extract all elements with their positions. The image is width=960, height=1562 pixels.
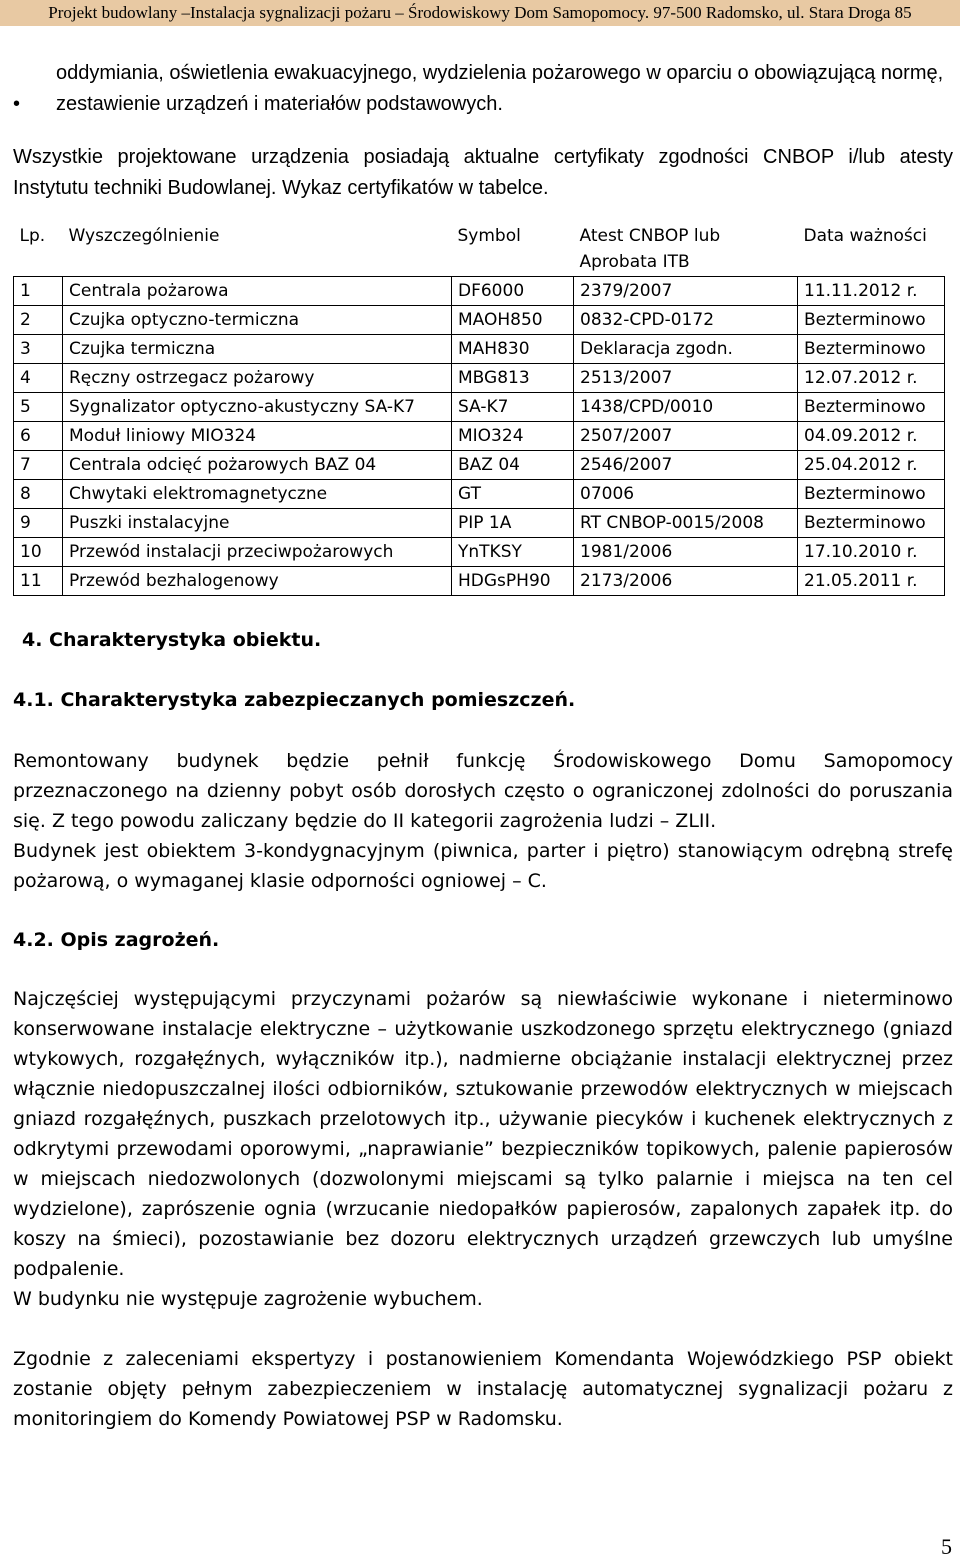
section-4-1-heading: 4.1. Charakterystyka zabezpieczanych pomieszczeń. xyxy=(13,689,576,711)
cell-lp: 10 xyxy=(14,538,63,567)
cell-description: Przewód instalacji przeciwpożarowych xyxy=(63,538,452,567)
cell-description: Centrala pożarowa xyxy=(63,277,452,306)
cell-validity: 04.09.2012 r. xyxy=(798,422,945,451)
cell-lp: 8 xyxy=(14,480,63,509)
section-4-2-paragraph-1: Najczęściej występującymi przyczynami pożarów są niewłaściwie wykonane i nieterminowo konserwowane instalacje elektryczne – użytkowanie uszkodzonego sprzętu elektrycznego (gniazd wtykowych, rozgałęźnych, wyłączników itp.), nadmierne obciążanie instalacji elektrycznej przez włącznie niedopuszczalnej ilości odbiorników, sztukowanie przewodów elektrycznych w miejscach gniazd rozgałęźnych, puszkach przelotowych itp., używanie piecyków i kuchenek elektrycznych z odkrytymi przewodami oporowymi, „naprawianie” bezpieczników topikowych, palenie papierosów w miejscach niedozwolonych (dozwolonymi miejscami są tylko palarnie i miejsca na ten cel wydzielone), zaprószenie ognia (wrzucanie niedopałków papierosów, zapalonych zapałek itp. do koszy na śmieci), pozostawianie bez dozoru elektrycznych urządzeń grzewczych lub umyślne podpalenie. xyxy=(13,988,953,1280)
cell-validity: 21.05.2011 r. xyxy=(798,567,945,596)
section-4-1-paragraph-1: Remontowany budynek będzie pełnił funkcję Środowiskowego Domu Samopomocy przeznaczonego na dzienny pobyt osób dorosłych często o ograniczonej zdolności do poruszania się. Z tego powodu zaliczany będzie do II kategorii zagrożenia ludzi – ZLII. xyxy=(13,750,953,832)
cell-validity: Bezterminowo xyxy=(798,509,945,538)
table-row xyxy=(14,509,945,538)
col-header-symbol: Symbol xyxy=(452,222,574,277)
cell-lp: 6 xyxy=(14,422,63,451)
list-item-text: oddymiania, oświetlenia ewakuacyjnego, wydzielenia pożarowego w oparciu o obowiązującą normę, xyxy=(56,62,944,84)
cell-validity: Bezterminowo xyxy=(798,335,945,364)
page-content xyxy=(13,58,953,1434)
cell-certificate: 1438/CPD/0010 xyxy=(574,393,798,422)
col-header-description: Wyszczególnienie xyxy=(63,222,452,277)
cell-lp: 3 xyxy=(14,335,63,364)
cell-description: Przewód bezhalogenowy xyxy=(63,567,452,596)
cell-lp: 4 xyxy=(14,364,63,393)
cell-description: Chwytaki elektromagnetyczne xyxy=(63,480,452,509)
cell-symbol: DF6000 xyxy=(452,277,574,306)
cell-validity: Bezterminowo xyxy=(798,480,945,509)
cell-description: Puszki instalacyjne xyxy=(63,509,452,538)
table-row xyxy=(14,451,945,480)
cell-symbol: BAZ 04 xyxy=(452,451,574,480)
col-header-lp: Lp. xyxy=(14,222,63,277)
table-row xyxy=(14,393,945,422)
table-row xyxy=(14,480,945,509)
cell-lp: 7 xyxy=(14,451,63,480)
table-row xyxy=(14,422,945,451)
page-number: 5 xyxy=(941,1534,952,1559)
cell-validity: 12.07.2012 r. xyxy=(798,364,945,393)
cell-lp: 9 xyxy=(14,509,63,538)
cell-certificate: 2173/2006 xyxy=(574,567,798,596)
cell-symbol: HDGsPH90 xyxy=(452,567,574,596)
section-4-1-paragraph-2: Budynek jest obiektem 3-kondygnacyjnym (piwnica, parter i piętro) stanowiącym odrębną strefę pożarową, o wymaganej klasie odporności ogniowej – C. xyxy=(13,840,953,892)
cell-description: Ręczny ostrzegacz pożarowy xyxy=(63,364,452,393)
table-header-row xyxy=(14,222,945,277)
list-item xyxy=(13,89,953,120)
cell-certificate: Deklaracja zgodn. xyxy=(574,335,798,364)
table-row xyxy=(14,567,945,596)
cell-lp: 2 xyxy=(14,306,63,335)
cell-validity: 25.04.2012 r. xyxy=(798,451,945,480)
cell-description: Centrala odcięć pożarowych BAZ 04 xyxy=(63,451,452,480)
table-row xyxy=(14,335,945,364)
section-4-2-paragraph-2: W budynku nie występuje zagrożenie wybuchem. xyxy=(13,1288,483,1310)
cell-symbol: MBG813 xyxy=(452,364,574,393)
cell-symbol: MAOH850 xyxy=(452,306,574,335)
cell-certificate: 2379/2007 xyxy=(574,277,798,306)
table-row xyxy=(14,538,945,567)
table-row xyxy=(14,306,945,335)
cell-certificate: 2546/2007 xyxy=(574,451,798,480)
cell-lp: 5 xyxy=(14,393,63,422)
cell-validity: 17.10.2010 r. xyxy=(798,538,945,567)
cell-symbol: MAH830 xyxy=(452,335,574,364)
page-header: Projekt budowlany –Instalacja sygnalizacji pożaru – Środowiskowy Dom Samopomocy. 97-500 Radomsko, ul. Stara Droga 85 xyxy=(0,0,960,26)
cell-certificate: 0832-CPD-0172 xyxy=(574,306,798,335)
bullet-list xyxy=(13,58,953,120)
cell-symbol: SA-K7 xyxy=(452,393,574,422)
cell-certificate: 2513/2007 xyxy=(574,364,798,393)
cell-validity: Bezterminowo xyxy=(798,306,945,335)
cell-certificate: RT CNBOP-0015/2008 xyxy=(574,509,798,538)
list-item-text: zestawienie urządzeń i materiałów podstawowych. xyxy=(56,93,503,115)
table-row xyxy=(14,364,945,393)
cell-symbol: YnTKSY xyxy=(452,538,574,567)
cell-symbol: MIO324 xyxy=(452,422,574,451)
table-row xyxy=(14,277,945,306)
section-4-2-paragraph-3: Zgodnie z zaleceniami ekspertyzy i postanowieniem Komendanta Wojewódzkiego PSP obiekt zostanie objęty pełnym zabezpieczeniem w instalację automatycznej sygnalizacji pożaru z monitoringiem do Komendy Powiatowej PSP w Radomsku. xyxy=(13,1348,953,1430)
cell-symbol: PIP 1A xyxy=(452,509,574,538)
bullet-icon: • xyxy=(13,93,21,115)
cell-description: Sygnalizator optyczno-akustyczny SA-K7 xyxy=(63,393,452,422)
cell-certificate: 1981/2006 xyxy=(574,538,798,567)
cell-description: Czujka optyczno-termiczna xyxy=(63,306,452,335)
col-header-validity: Data ważności xyxy=(798,222,945,277)
cell-certificate: 2507/2007 xyxy=(574,422,798,451)
certificates-table xyxy=(13,222,945,596)
cell-validity: 11.11.2012 r. xyxy=(798,277,945,306)
cell-symbol: GT xyxy=(452,480,574,509)
cell-validity: Bezterminowo xyxy=(798,393,945,422)
list-item xyxy=(13,58,953,89)
intro-paragraph: Wszystkie projektowane urządzenia posiadają aktualne certyfikaty zgodności CNBOP i/lub atesty Instytutu techniki Budowlanej. Wykaz certyfikatów w tabelce. xyxy=(13,146,953,199)
cell-lp: 11 xyxy=(14,567,63,596)
section-4-heading: 4. Charakterystyka obiektu. xyxy=(22,629,322,651)
section-4-2-heading: 4.2. Opis zagrożeń. xyxy=(13,929,220,951)
cell-certificate: 07006 xyxy=(574,480,798,509)
cell-description: Moduł liniowy MIO324 xyxy=(63,422,452,451)
cell-lp: 1 xyxy=(14,277,63,306)
cell-description: Czujka termiczna xyxy=(63,335,452,364)
col-header-certificate: Atest CNBOP lub Aprobata ITB xyxy=(574,222,798,277)
